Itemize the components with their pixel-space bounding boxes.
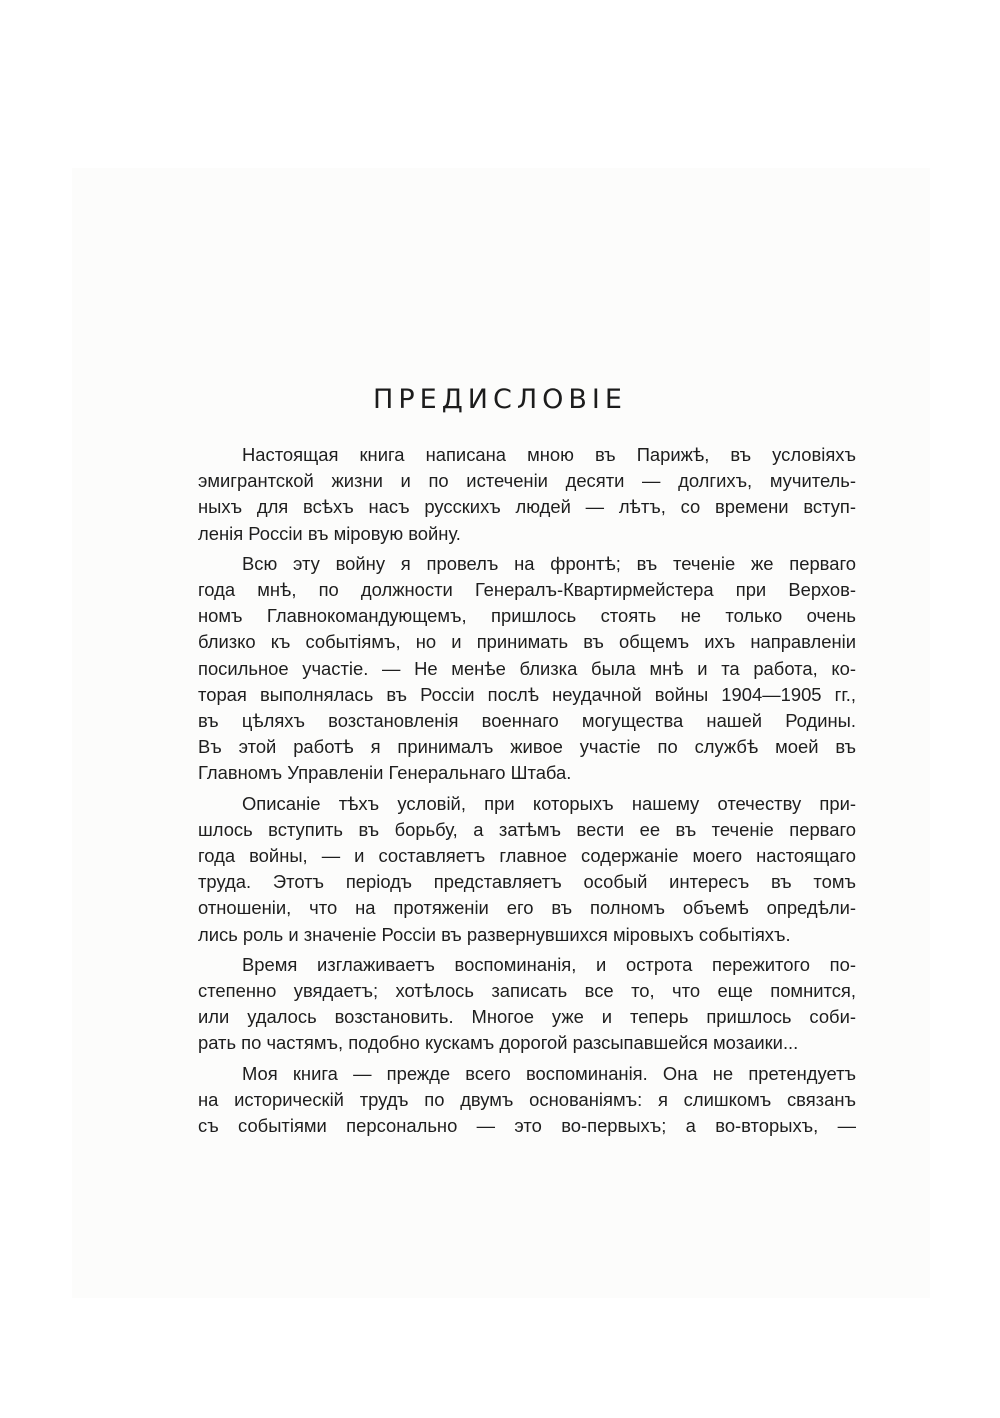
paragraph [198,952,856,1057]
text-line: или удалось возстановить. Многое уже и теперь пришлось соби- [198,1006,856,1028]
preface-body [198,442,856,1143]
text-line: шлось вступить въ борьбу, а затѣмъ вести ее въ теченіе перваго [198,818,856,840]
text-line: въ цѣляхъ возстановленія военнаго могущества нашей Родины. [198,710,856,732]
text-line: ленія Россіи въ міровую войну. [198,522,461,544]
page-title: ПРЕДИСЛОВІЕ [373,384,627,415]
text-line: труда. Этотъ періодъ представляетъ особый интересъ въ томъ [198,871,856,893]
text-line: лись роль и значеніе Россіи въ развернувшихся міровыхъ событіяхъ. [198,923,791,945]
text-line: посильное участіе. — Не менѣе близка была мнѣ и та работа, ко- [198,657,856,679]
text-line: Моя книга — прежде всего воспоминанія. Она не претендуетъ [242,1062,856,1084]
text-line: отношеніи, что на протяженіи его въ полномъ объемѣ опредѣли- [198,897,856,919]
text-line: года войны, — и составляетъ главное содержаніе моего настоящаго [198,845,856,867]
text-line: эмигрантской жизни и по истеченіи десяти — долгихъ, мучитель- [198,470,856,492]
text-line: съ событіями персонально — это во-первыхъ; а во-вторыхъ, — [198,1115,856,1137]
text-line: Въ этой работѣ я принималъ живое участіе по службѣ моей въ [198,736,856,758]
text-line: на историческій трудъ по двумъ основаніямъ: я слишкомъ связанъ [198,1088,856,1110]
paragraph [198,1061,856,1140]
text-line: номъ Главнокомандующемъ, пришлось стоять не только очень [198,605,856,627]
text-line: Время изглаживаетъ воспоминанія, и острота пережитого по- [242,953,856,975]
text-line: Описаніе тѣхъ условій, при которыхъ нашему отечеству при- [242,792,856,814]
paragraph [198,791,856,948]
text-line: Настоящая книга написана мною въ Парижѣ, въ условіяхъ [242,444,856,465]
text-line: года мнѣ, по должности Генералъ-Квартирмейстера при Верхов- [198,579,856,601]
text-line: Всю эту войну я провелъ на фронтѣ; въ теченіе же перваго [242,552,856,574]
paragraph [198,442,856,547]
text-line: торая выполнялась въ Россіи послѣ неудачной войны 1904—1905 гг., [198,683,856,705]
text-line: близко къ событіямъ, но и принимать въ общемъ ихъ направленіи [198,631,856,653]
text-line: рать по частямъ, подобно кускамъ дорогой разсыпавшейся мозаики... [198,1032,799,1054]
text-line: степенно увядаетъ; хотѣлось записать все то, что еще помнится, [198,980,856,1002]
paragraph [198,551,856,787]
text-line: Главномъ Управленіи Генеральнаго Штаба. [198,762,572,784]
text-line: ныхъ для всѣхъ насъ русскихъ людей — лѣтъ, со времени вступ- [198,496,856,518]
